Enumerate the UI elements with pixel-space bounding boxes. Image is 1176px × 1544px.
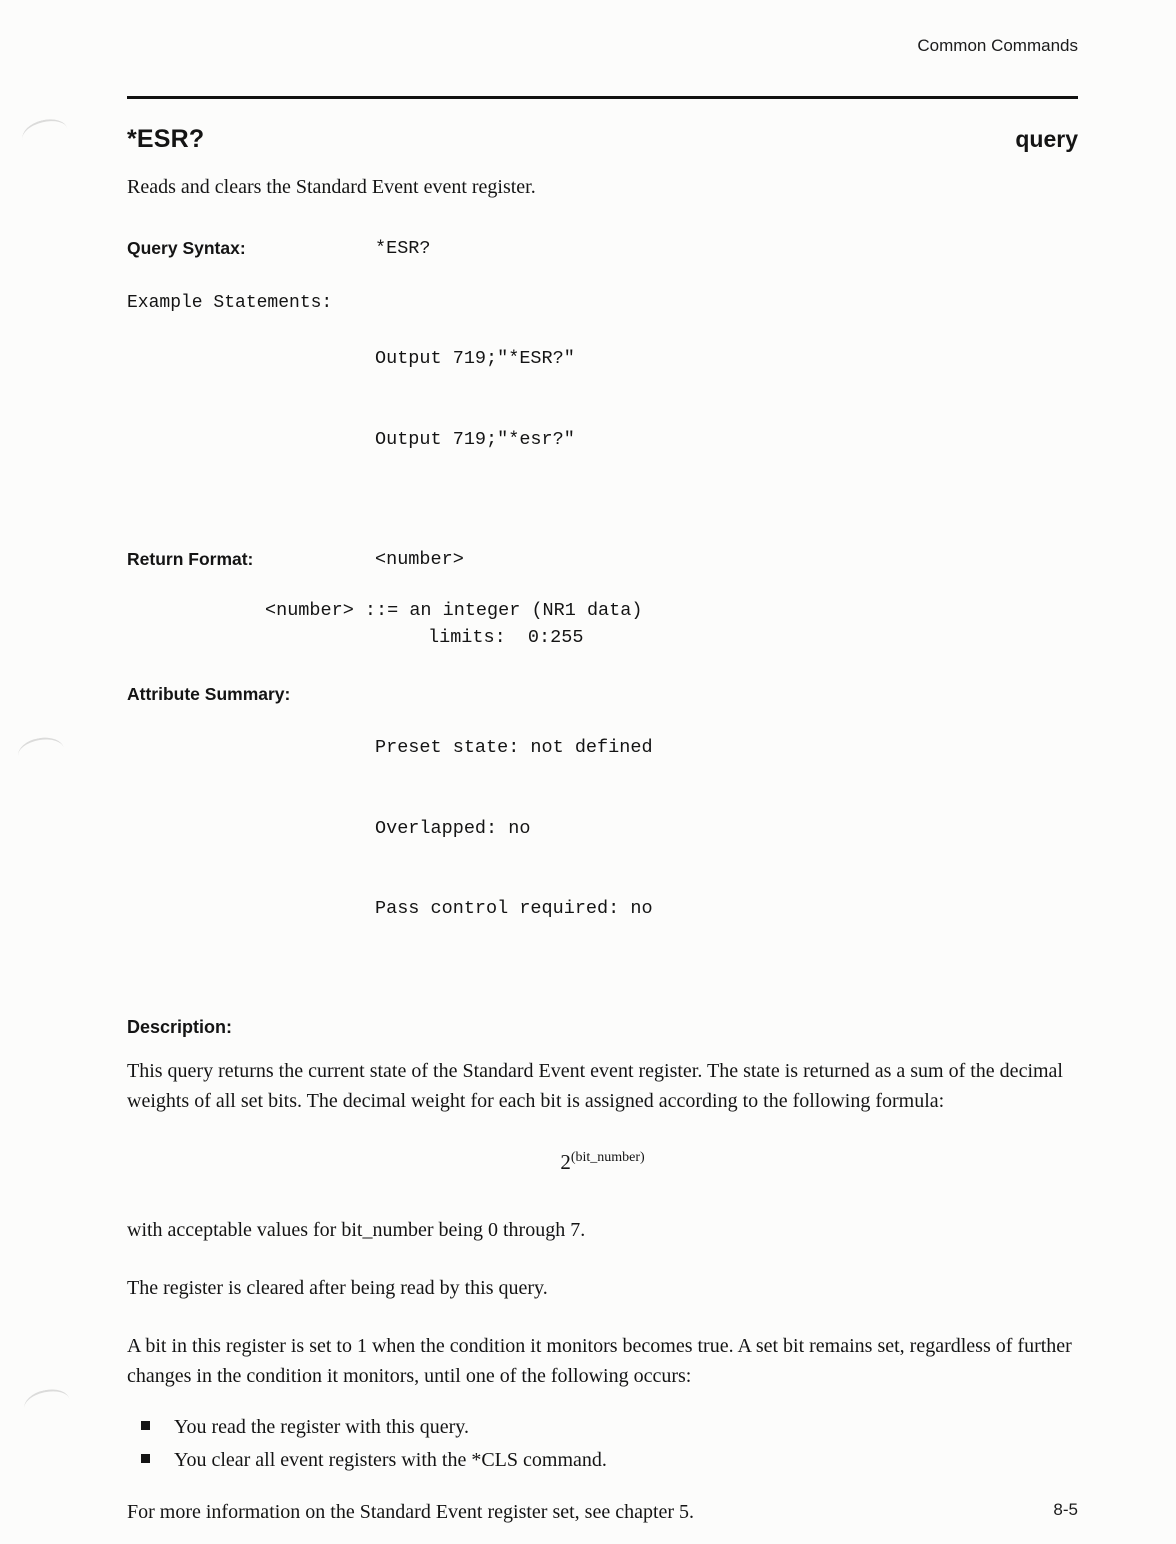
example-statements-row [127,293,1078,508]
example-statement-line: Output 719;"*ESR?" [375,348,575,370]
page-number: 8-5 [1053,1500,1078,1519]
bullet-text: You clear all event registers with the *CLS command. [174,1448,607,1471]
number-definition-block [127,598,1078,652]
attribute-line: Pass control required: no [375,898,653,920]
running-header: Common Commands [917,36,1078,55]
formula-exponent: (bit_number) [570,1149,645,1165]
command-type-label: query [1015,126,1078,152]
command-heading-row [127,125,1078,154]
header-rule [127,96,1078,99]
bullet-square-icon [141,1421,150,1430]
formula-base: 2 [560,1149,571,1174]
attribute-summary-value [375,682,653,977]
description-paragraph-3: The register is cleared after being read by this query. [127,1276,548,1299]
command-name: *ESR? [127,125,205,153]
description-paragraph-5: For more information on the Standard Event register set, see chapter 5. [127,1500,695,1523]
attribute-summary-label: Attribute Summary: [127,683,291,704]
description-paragraph-4: A bit in this register is set to 1 when the condition it monitors becomes true. A set bit remains set, regardless of further changes in the condition it monitors, until one of the following occurs: [127,1334,1072,1387]
number-definition-limits: limits: 0:255 [428,626,584,648]
example-statements-label: Example Statements: [127,292,333,313]
description-heading: Description: [127,1016,233,1037]
query-syntax-row [127,236,1078,263]
description-paragraph-2: with acceptable values for bit_number being 0 through 7. [127,1218,586,1241]
condition-bullet-list [127,1413,1078,1475]
formula [127,1150,1078,1175]
list-item [127,1446,1078,1475]
example-statements-value [375,293,575,508]
bullet-square-icon [141,1454,150,1463]
return-format-value: <number> [375,549,464,571]
description-paragraph-1: This query returns the current state of the Standard Event event register. The state is returned as a sum of the decimal weights of all set bits. The decimal weight for each bit is assigned according to the following formula: [127,1059,1063,1112]
return-format-label: Return Format: [127,549,254,570]
attribute-line: Preset state: not defined [375,737,653,759]
list-item [127,1413,1078,1442]
number-definition-line: <number> ::= an integer (NR1 data) [265,600,643,622]
query-syntax-value: *ESR? [375,238,431,259]
attribute-summary-row [127,682,1078,977]
query-syntax-label: Query Syntax: [127,238,246,258]
example-statement-line: Output 719;"*esr?" [375,428,575,450]
attribute-line: Overlapped: no [375,817,531,839]
return-format-row [127,547,1078,574]
command-summary: Reads and clears the Standard Event event register. [127,176,536,198]
bullet-text: You read the register with this query. [174,1415,469,1438]
